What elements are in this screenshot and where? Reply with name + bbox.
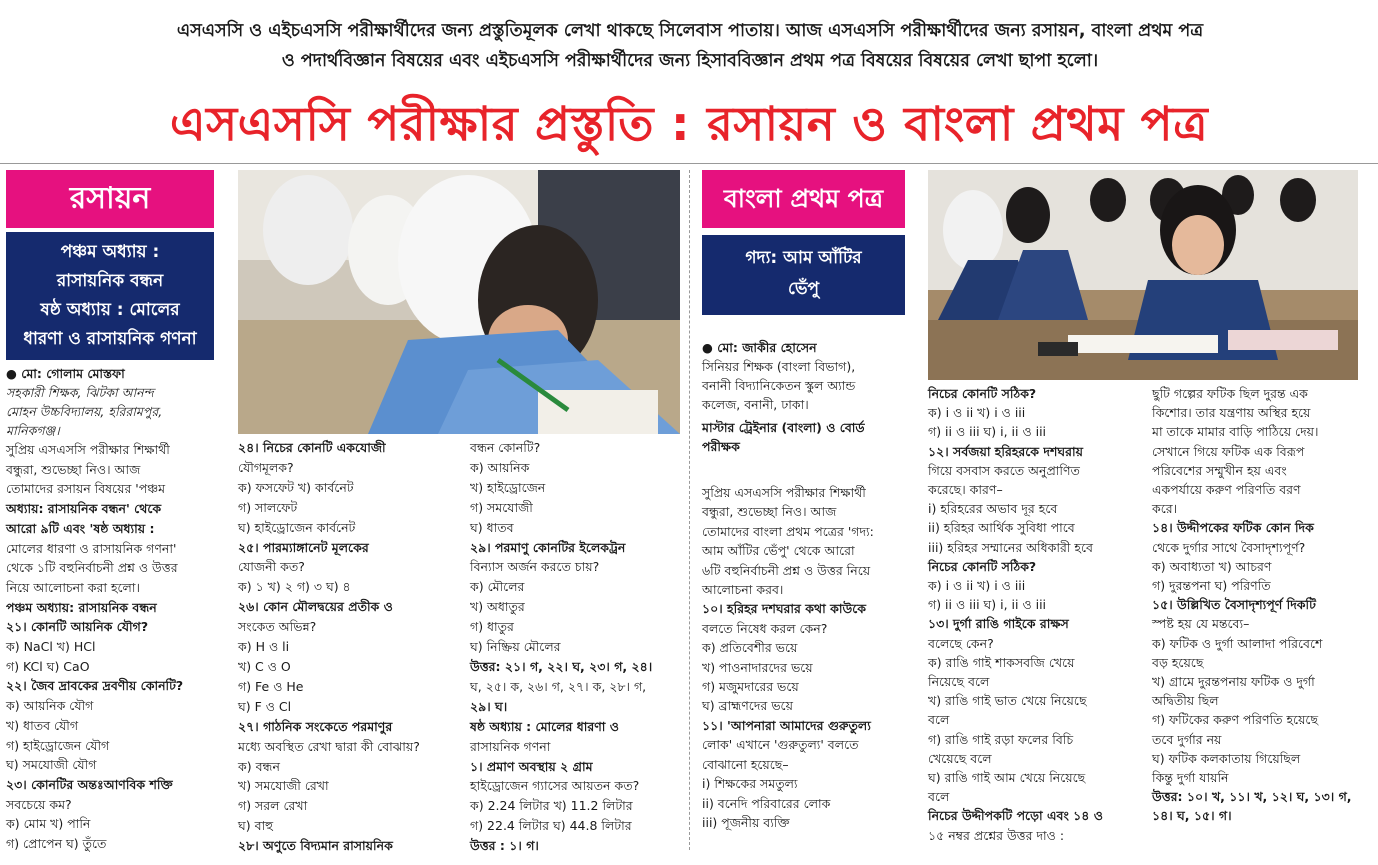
- text-line: গ) সরল রেখা: [238, 798, 308, 814]
- text-line: তবে দুর্গার নয়: [1152, 731, 1222, 747]
- text-line: বলে: [928, 789, 950, 805]
- text-line: নিচের কোনটি সঠিক?: [928, 558, 1037, 574]
- text-line: লোক' এখানে 'গুরুতুল্য' বলতে: [702, 737, 859, 753]
- text-line: স্পষ্ট হয় যে মন্তব্যে–: [1152, 616, 1250, 632]
- intro-line-1: এসএসসি ও এইচএসসি পরীক্ষার্থীদের জন্য প্রস্তুতিমূলক লেখা থাকছে সিলেবাস পাতায়। আজ এসএসসি পরীক্ষার্থীদের জন্য রসায়ন, বাংলা প্রথম পত্র: [176, 21, 1204, 41]
- text-line: ৬টি বহুনির্বাচনী প্রশ্ন ও উত্তর নিয়ে: [702, 562, 871, 578]
- bangla-column-3: [1152, 384, 1364, 826]
- text-line: নিচের উদ্দীপকটি পড়ো এবং ১৪ ও: [928, 808, 1103, 824]
- text-line: ঘ) হাইড্রোজেন কার্বনেট: [238, 519, 356, 535]
- text-line: ক) i ও ii খ) i ও iii: [928, 578, 1026, 594]
- intro-text: [20, 16, 1360, 76]
- text-line: ঘ) সমযোজী যৌগ: [6, 757, 97, 773]
- text-line: সুপ্রিয় এসএসসি পরীক্ষার শিক্ষার্থী: [6, 442, 170, 457]
- text-line: গিয়ে বসবাস করতে অনুপ্রাণিত: [928, 462, 1080, 478]
- students-exam-image: [238, 170, 680, 434]
- text-line: ক) ফসফেট খ) কার্বনেট: [238, 479, 354, 495]
- author-role-line: পরীক্ষক: [702, 439, 740, 454]
- bangla-topic-box: [702, 235, 905, 315]
- bangla-author: ● মো: জাকীর হোসেন: [702, 340, 817, 355]
- chemistry-banner: রসায়ন: [6, 170, 214, 228]
- text-line: গ) মজুমদারের ভয়ে: [702, 679, 799, 695]
- text-line: ২৯। পরমাণু কোনটির ইলেকট্রন: [470, 539, 626, 555]
- text-line: করে।: [1152, 501, 1178, 517]
- text-line: ১৪। উদ্দীপকের ফটিক কোন দিক: [1152, 520, 1314, 536]
- text-line: গ) KCl ঘ) CaO: [6, 658, 90, 674]
- text-line: পরিবেশের সম্মুখীন হয় এবং: [1152, 462, 1287, 478]
- text-line: খ) গ্রামে দুরন্তপনায় ফটিক ও দুর্গা: [1152, 674, 1315, 690]
- text-line: কিশোর। তার যন্ত্রণায় অস্থির হয়ে: [1152, 405, 1311, 421]
- text-line: ii) বনেদি পরিবারের লোক: [702, 795, 831, 811]
- chemistry-column-2: [238, 438, 450, 856]
- text-line: ঘ) রাঙি গাই আম খেয়ে নিয়েছে: [928, 770, 1086, 786]
- text-line: খ) রাঙি গাই ভাত খেয়ে নিয়েছে: [928, 693, 1087, 709]
- text-line: ঘ) ব্রাহ্মণদের ভয়ে: [702, 698, 793, 714]
- text-line: বন্ধন কোনটি?: [470, 440, 541, 455]
- author-role-line: মাস্টার ট্রেইনার (বাংলা) ও বোর্ড: [702, 420, 865, 435]
- text-line: iii) পূজনীয় ব্যক্তি: [702, 814, 790, 830]
- text-line: সুপ্রিয় এসএসসি পরীক্ষার শিক্ষার্থী: [702, 485, 866, 500]
- text-line: আলোচনা করব।: [702, 582, 784, 598]
- text-line: পঞ্চম অধ্যায়: রাসায়নিক বন্ধন: [6, 599, 157, 615]
- text-line: বলে: [928, 712, 950, 728]
- text-line: সেখানে গিয়ে ফটিক এক বিরূপ: [1152, 443, 1305, 459]
- text-line: ১১। 'আপনারা আমাদের গুরুতুল্য: [702, 717, 871, 733]
- chemistry-author-block: [6, 364, 221, 440]
- bangla-author-block: [702, 338, 917, 456]
- text-line: ২২। জৈব দ্রাবকের দ্রবণীয় কোনটি?: [6, 678, 184, 694]
- text-line: নিয়ে আলোচনা করা হলো।: [6, 579, 140, 595]
- text-line: খেয়েছে বলে: [928, 750, 992, 766]
- text-line: ১৫ নম্বর প্রশ্নের উত্তর দাও :: [928, 827, 1065, 843]
- text-line: ক) 2.24 লিটার খ) 11.2 লিটার: [470, 798, 633, 814]
- chemistry-chapter-box: [6, 232, 214, 360]
- text-line: ক) প্রতিবেশীর ভয়ে: [702, 640, 798, 656]
- text-line: থেকে ১টি বহুনির্বাচনী প্রশ্ন ও উত্তর: [6, 560, 178, 576]
- chemistry-author: ● মো: গোলাম মোস্তফা: [6, 366, 125, 381]
- text-line: ১। প্রমাণ অবস্থায় ২ গ্রাম: [470, 758, 593, 774]
- text-line: গ) Fe ও He: [238, 678, 304, 694]
- text-line: iii) হরিহর সম্মানের অধিকারী হবে: [928, 539, 1093, 555]
- text-line: অদ্বিতীয় ছিল: [1152, 693, 1219, 709]
- text-line: ১৩। দুর্গা রাঙি গাইকে রাক্ষস: [928, 616, 1069, 632]
- text-line: ঘ) F ও Cl: [238, 698, 292, 714]
- section-divider: [689, 170, 690, 850]
- chapter-line: পঞ্চম অধ্যায় :: [60, 242, 160, 262]
- text-line: ২৪। নিচের কোনটি একযোজী: [238, 440, 386, 455]
- text-line: গ) ধাতুর: [470, 619, 514, 635]
- text-line: ঘ) নিষ্ক্রিয় মৌলের: [470, 639, 561, 655]
- text-line: ক) রাঙি গাই শাকসবজি খেয়ে: [928, 654, 1075, 670]
- text-line: খ) C ও O: [238, 658, 291, 674]
- text-line: ঘ, ২৫। ক, ২৬। গ, ২৭। ক, ২৮। গ,: [470, 678, 647, 694]
- text-line: কিন্তু দুর্গা যায়নি: [1152, 770, 1229, 786]
- bangla-column-1: [702, 483, 917, 832]
- author-info-line: কলেজ, বনানী, ঢাকা।: [702, 397, 809, 412]
- text-line: উত্তর: ২১। গ, ২২। ঘ, ২৩। গ, ২৪।: [470, 658, 653, 674]
- text-line: ২৬। কোন মৌলদ্বয়ের প্রতীক ও: [238, 599, 393, 615]
- text-line: ক) আয়নিক যৌগ: [6, 698, 94, 714]
- text-line: তোমাদের বাংলা প্রথম পত্রের 'গদ্য:: [702, 523, 874, 539]
- text-line: খ) ধাতব যৌগ: [6, 717, 79, 733]
- text-line: নিয়েছে বলে: [928, 674, 990, 690]
- author-info-line: মানিকগঞ্জ।: [6, 423, 60, 438]
- text-line: উত্তর : ১। গ।: [470, 838, 539, 854]
- text-line: উত্তর: ১০। খ, ১১। খ, ১২। ঘ, ১৩। গ,: [1152, 789, 1352, 805]
- text-line: যৌগমূলক?: [238, 459, 294, 475]
- text-line: ঘ) ফটিক কলকাতায় গিয়েছিল: [1152, 750, 1301, 766]
- topic-line: গদ্য: আম আঁটির: [745, 248, 862, 268]
- text-line: নিচের কোনটি সঠিক?: [928, 386, 1037, 401]
- text-line: ২১। কোনটি আয়নিক যৌগ?: [6, 619, 149, 635]
- text-line: ক) বন্ধন: [238, 758, 280, 774]
- text-line: বিন্যাস অর্জন করতে চায়?: [470, 559, 600, 575]
- text-line: ২৮। অণুতে বিদ্যমান রাসায়নিক: [238, 838, 393, 854]
- text-line: গ) ii ও iii ঘ) i, ii ও iii: [928, 424, 1047, 440]
- text-line: গ) রাঙি গাই রড়া ফলের বিচি: [928, 731, 1074, 747]
- text-line: ১৫। উল্লিখিত বৈসাদৃশ্যপূর্ণ দিকটি: [1152, 597, 1316, 613]
- text-line: ২৫। পারম্যাঙ্গানেট মূলকের: [238, 539, 369, 555]
- topic-line: ভেঁপু: [787, 279, 820, 299]
- text-line: গ) সালফেট: [238, 499, 298, 515]
- text-line: সংকেত অভিন্ন?: [238, 619, 317, 635]
- text-line: গ) সমযোজী: [470, 499, 533, 515]
- text-line: একপর্যায়ে করুণ পরিণতি বরণ: [1152, 482, 1301, 498]
- author-info-line: সহকারী শিক্ষক, ঝিটকা আনন্দ: [6, 385, 154, 400]
- text-line: i) শিক্ষকের সমতুল্য: [702, 776, 798, 792]
- top-divider: [0, 163, 1378, 164]
- text-line: গ) হাইড্রোজেন যৌগ: [6, 737, 110, 753]
- chapter-line: ষষ্ঠ অধ্যায় : মোলের: [40, 300, 180, 320]
- chemistry-photo: [238, 170, 680, 434]
- bangla-photo: [928, 170, 1358, 380]
- text-line: ২৯। ঘ।: [470, 698, 508, 714]
- text-line: রাসায়নিক গণনা: [470, 738, 551, 754]
- text-line: বড় হয়েছে: [1152, 654, 1204, 670]
- text-line: মোলের ধারণা ও রাসায়নিক গণনা': [6, 540, 177, 556]
- text-line: ক) মোম খ) পানি: [6, 816, 91, 832]
- text-line: তোমাদের রসায়ন বিষয়ের 'পঞ্চম: [6, 481, 166, 497]
- text-line: বলতে নিষেধ করল কেন?: [702, 620, 828, 636]
- text-line: অধ্যায়: রাসায়নিক বন্ধন' থেকে: [6, 501, 162, 517]
- text-line: গ) ii ও iii ঘ) i, ii ও iii: [928, 597, 1047, 613]
- chemistry-column-3: [470, 438, 682, 856]
- text-line: সবচেয়ে কম?: [6, 796, 72, 812]
- text-line: খ) হাইড্রোজেন: [470, 479, 546, 495]
- text-line: খ) পাওনাদারদের ভয়ে: [702, 659, 813, 675]
- intro-line-2: ও পদার্থবিজ্ঞান বিষয়ের এবং এইচএসসি পরীক্ষার্থীদের জন্য হিসাববিজ্ঞান প্রথম পত্র বিষয়ের বিষয়ের লেখা ছাপা হলো।: [281, 51, 1099, 71]
- page-headline: এসএসসি পরীক্ষার প্রস্তুতি : রসায়ন ও বাংলা প্রথম পত্র: [169, 97, 1209, 152]
- text-line: ১৪। ঘ, ১৫। গ।: [1152, 808, 1232, 824]
- text-line: ক) H ও li: [238, 639, 290, 655]
- text-line: করেছে। কারণ–: [928, 482, 1003, 498]
- text-line: ক) NaCl খ) HCl: [6, 639, 96, 655]
- text-line: ক) i ও ii খ) i ও iii: [928, 405, 1026, 421]
- text-line: মধ্যে অবস্থিত রেখা দ্বারা কী বোঝায়?: [238, 738, 420, 754]
- author-info-line: সিনিয়র শিক্ষক (বাংলা বিভাগ),: [702, 359, 856, 374]
- text-line: ঘ) বাহু: [238, 818, 274, 834]
- text-line: ষষ্ঠ অধ্যায় : মোলের ধারণা ও: [470, 718, 619, 734]
- author-info-line: মোহন উচ্চবিদ্যালয়, হরিরামপুর,: [6, 404, 163, 419]
- text-line: ২৩। কোনটির অন্তঃআণবিক শক্তি: [6, 776, 173, 792]
- text-line: ক) ১ খ) ২ গ) ৩ ঘ) ৪: [238, 579, 351, 595]
- text-line: গ) প্রোপেন ঘ) তুঁতে: [6, 836, 107, 852]
- text-line: বলেছে কেন?: [928, 635, 994, 651]
- text-line: ১০। হরিহর দশঘরার কথা কাউকে: [702, 601, 866, 617]
- text-line: যোজনী কত?: [238, 559, 305, 575]
- text-line: ঘ) ধাতব: [470, 519, 514, 535]
- text-line: মা তাকে মামার বাড়ি পাঠিয়ে দেয়।: [1152, 424, 1319, 440]
- text-line: খ) অধাতুর: [470, 599, 525, 615]
- text-line: খ) সমযোজী রেখা: [238, 778, 329, 794]
- author-info-line: বনানী বিদ্যানিকেতন স্কুল অ্যান্ড: [702, 378, 856, 393]
- text-line: i) হরিহরের অভাব দূর হবে: [928, 501, 1058, 517]
- text-line: ১২। সর্বজয়া হরিহরকে দশঘরায়: [928, 443, 1083, 459]
- text-line: ii) হরিহর আর্থিক সুবিধা পাবে: [928, 520, 1075, 536]
- text-line: হাইড্রোজেন গ্যাসের আয়তন কত?: [470, 778, 640, 794]
- text-line: ২৭। গাঠনিক সংকেতে পরমাণুর: [238, 718, 393, 734]
- text-line: থেকে দুর্গার সাথে বৈসাদৃশ্যপূর্ণ?: [1152, 539, 1306, 555]
- students-classroom-image: [928, 170, 1358, 380]
- text-line: গ) দুরন্তপনা ঘ) পরিণতি: [1152, 578, 1271, 594]
- text-line: বন্ধুরা, শুভেচ্ছা নিও। আজ: [702, 504, 837, 520]
- bangla-column-2: [928, 384, 1138, 845]
- bangla-banner: বাংলা প্রথম পত্র: [702, 170, 905, 228]
- text-line: ছুটি গল্পের ফটিক ছিল দুরন্ত এক: [1152, 386, 1308, 401]
- text-line: গ) 22.4 লিটার ঘ) 44.8 লিটার: [470, 818, 632, 834]
- text-line: আম আঁটির ভেঁপু' থেকে আরো: [702, 543, 855, 559]
- text-line: বন্ধুরা, শুভেচ্ছা নিও। আজ: [6, 461, 141, 477]
- text-line: আরো ৯টি এবং 'ষষ্ঠ অধ্যায় :: [6, 520, 155, 536]
- text-line: ক) অবাধ্যতা খ) আচরণ: [1152, 558, 1272, 574]
- text-line: ক) আয়নিক: [470, 459, 530, 475]
- chemistry-column-1: [6, 440, 221, 854]
- text-line: ক) ফটিক ও দুর্গা আলাদা পরিবেশে: [1152, 635, 1323, 651]
- text-line: বোঝানো হয়েছে–: [702, 756, 789, 772]
- chapter-line: রাসায়নিক বন্ধন: [56, 271, 164, 291]
- text-line: ক) মৌলের: [470, 579, 525, 595]
- text-line: গ) ফটিকের করুণ পরিণতি হয়েছে: [1152, 712, 1319, 728]
- chapter-line: ধারণা ও রাসায়নিক গণনা: [23, 329, 197, 349]
